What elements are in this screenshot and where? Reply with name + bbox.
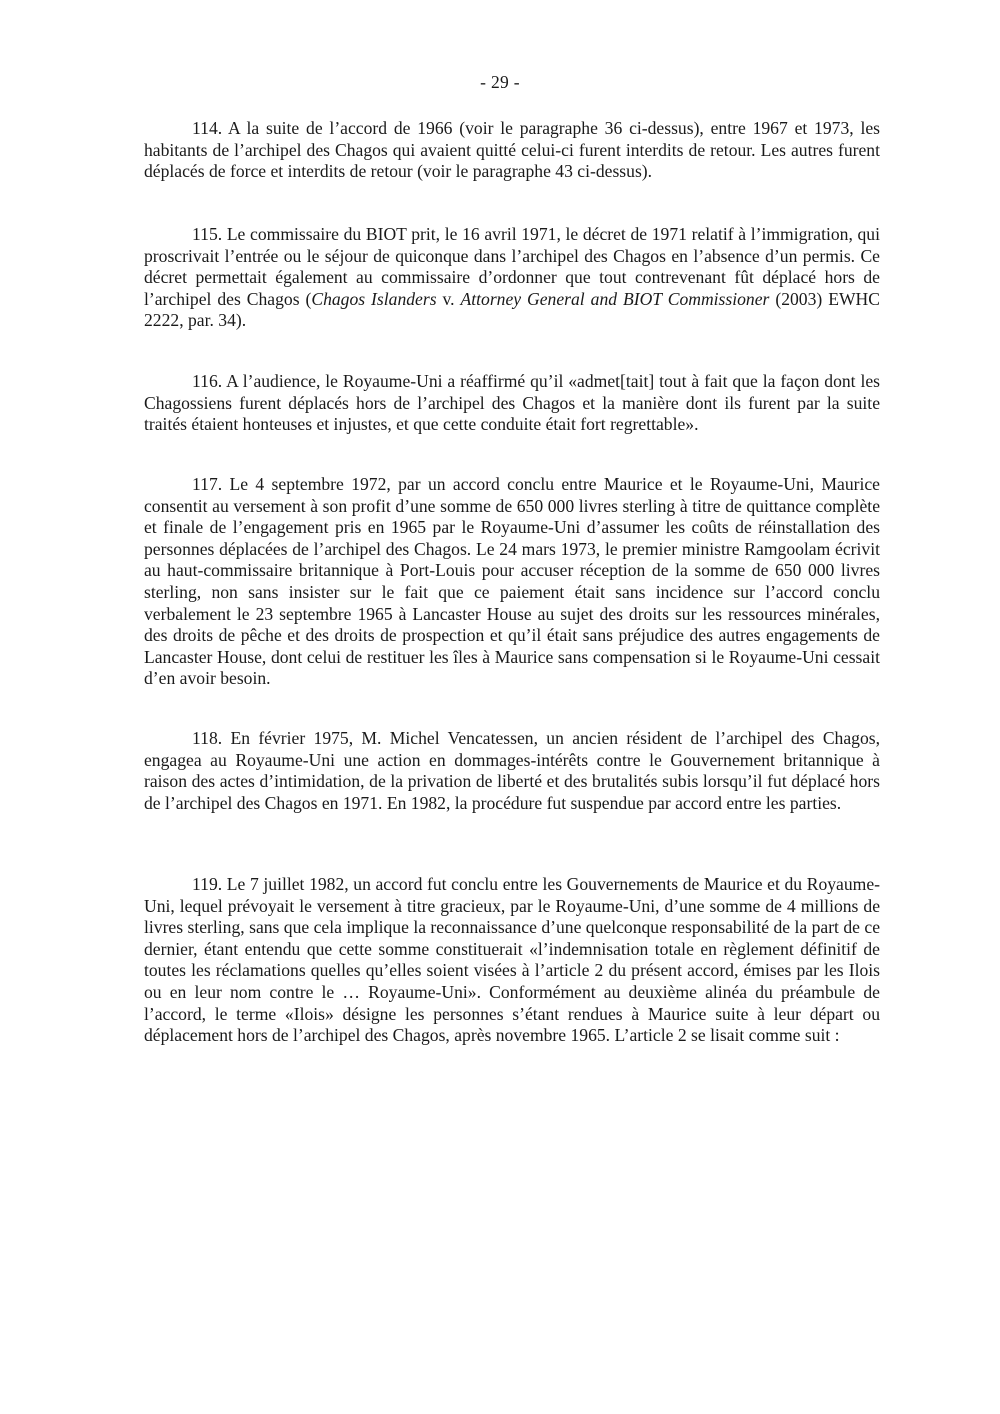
page-number: - 29 -: [480, 72, 520, 92]
paragraph-115: [144, 224, 880, 332]
paragraph-text: (2003) EWHC 2222, par. 34).: [144, 288, 880, 331]
paragraph-number: 114.: [192, 118, 223, 138]
case-versus: v.: [436, 288, 461, 309]
paragraph-119: [144, 874, 880, 1047]
paragraph-text: Le 7 juillet 1982, un accord fut conclu entre les Gouvernements de Maurice et du Royaume-Uni, lequel prévoyait le versement à titre gracieux, par le Royaume-Uni, d’une somme de 4 millions de livres sterling, sans que cela implique la reconnaissance d’une quelconque responsabilité de la part de ce dernier, étant entendu que cette somme constituerait «l’indemnisation totale en règlement définitif de toutes les réclamations quelles qu’elles soient visées à l’article 2 du présent accord, émises par les Ilois ou en leur nom contre le … Royaume-Uni». Conformément au deuxième alinéa du préambule de l’accord, le terme «Ilois» désigne les personnes s’étant rendues à Maurice suite à leur départ ou déplacement hors de l’archipel des Chagos, après novembre 1965. L’article 2 se lisait comme suit :: [144, 874, 880, 1046]
paragraph-118: [144, 728, 880, 814]
paragraph-text: En février 1975, M. Michel Vencatessen, un ancien résident de l’archipel des Chagos, engagea au Royaume-Uni une action en dommages-intérêts contre le Gouvernement britannique à raison des actes d’intimidation, de la privation de liberté et des brutalités subis lorsqu’il fut déplacé hors de l’archipel des Chagos en 1971. En 1982, la procédure fut suspendue par accord entre les parties.: [144, 728, 881, 813]
paragraph-number: 117.: [192, 474, 223, 494]
paragraph-text: A la suite de l’accord de 1966 (voir le paragraphe 36 ci-dessus), entre 1967 et 1973, les habitants de l’archipel des Chagos qui avaient quitté celui-ci furent interdits de retour. Les autres furent déplacés de force et interdits de retour (voir le paragraphe 43 ci-dessus).: [144, 118, 880, 182]
paragraph-number: 119.: [192, 874, 223, 894]
paragraph-text: Le 4 septembre 1972, par un accord conclu entre Maurice et le Royaume-Uni, Maurice consentit au versement à son profit d’une somme de 650 000 livres sterling à titre de quittance complète et finale de l’engagement pris en 1965 par le Royaume-Uni d’assumer les coûts de réinstallation des personnes déplacées de l’archipel des Chagos. Le 24 mars 1973, le premier ministre Ramgoolam écrivit au haut-commissaire britannique à Port-Louis pour accuser réception de la somme de 650 000 livres sterling, non sans insister sur le fait que ce paiement était sans incidence sur l’accord conclu verbalement le 23 septembre 1965 à Lancaster House au sujet des droits sur les ressources minérales, des droits de pêche et des droits de prospection et qu’il était sans préjudice des autres engagements de Lancaster House, dont celui de restituer les îles à Maurice sans compensation si le Royaume-Uni cessait d’en avoir besoin.: [144, 474, 880, 689]
paragraph-text: Le commissaire du BIOT prit, le 16 avril 1971, le décret de 1971 relatif à l’immigration, qui proscrivait l’entrée ou le séjour de quiconque dans l’archipel des Chagos en l’absence d’un permis. Ce décret permettait également au commissaire d’ordonner que tout contrevenant fût déplacé hors de l’archipel des Chagos (: [144, 224, 880, 309]
paragraph-116: [144, 371, 880, 436]
paragraph-number: 118.: [192, 728, 223, 748]
paragraph-114: [144, 118, 880, 183]
paragraph-number: 115.: [192, 224, 223, 244]
paragraph-text: A l’audience, le Royaume-Uni a réaffirmé qu’il «admet[tait] tout à fait que la façon dont les Chagossiens furent déplacés hors de l’archipel des Chagos et la manière dont ils furent par la suite traités étaient honteuses et injustes, et que cette conduite était fort regrettable».: [144, 371, 880, 435]
paragraph-117: [144, 474, 880, 690]
paragraph-number: 116.: [192, 371, 223, 391]
case-party-name: Chagos Islanders: [311, 288, 437, 309]
case-party-name: Attorney General and BIOT Commissioner: [460, 288, 770, 309]
